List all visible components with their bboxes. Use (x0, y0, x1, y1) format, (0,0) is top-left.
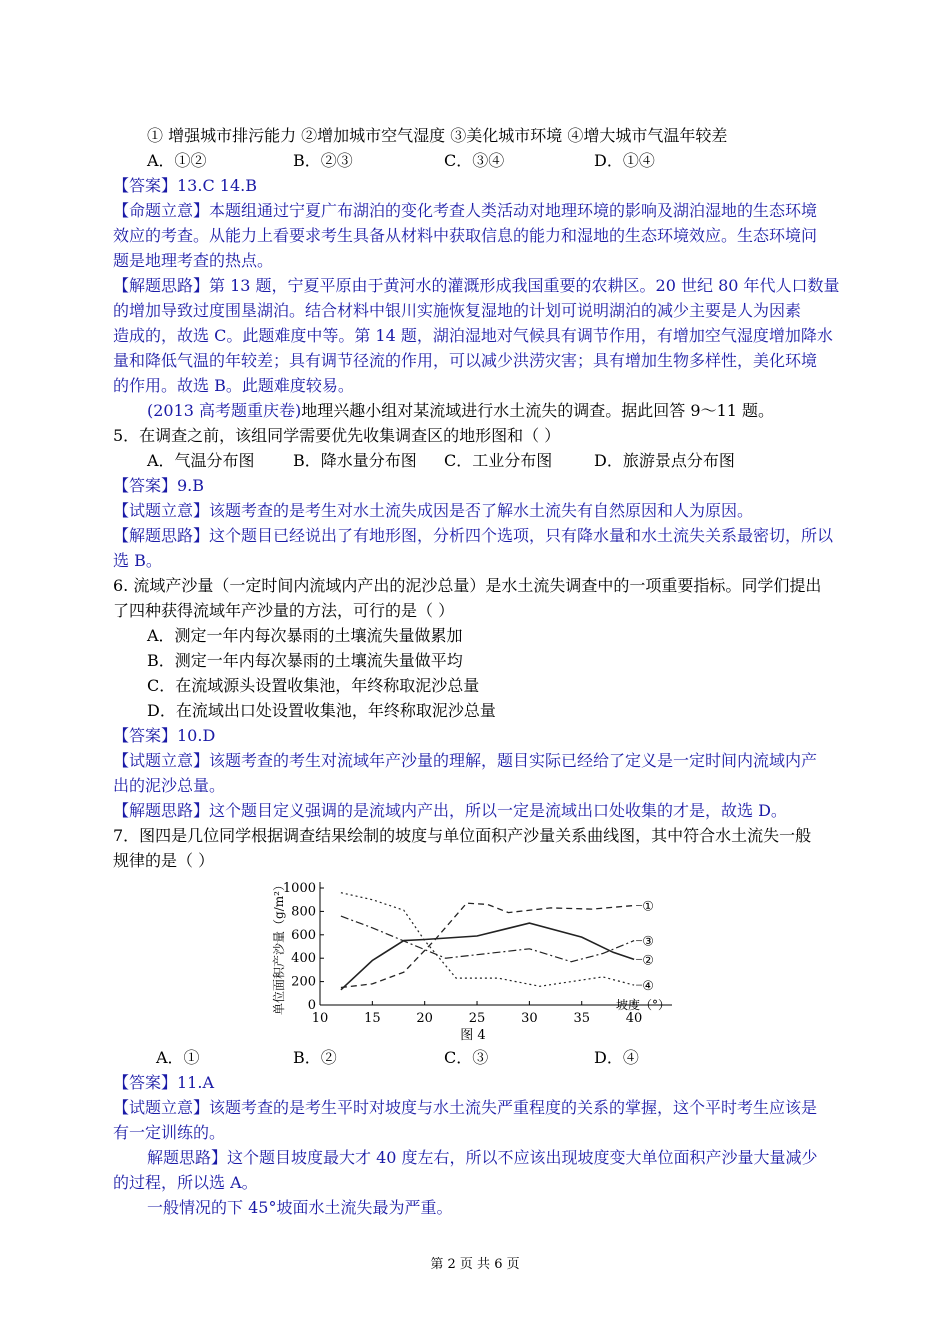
x-tick-label: 35 (573, 1011, 590, 1026)
x-tick-label: 15 (364, 1011, 381, 1026)
q5-option-b: B．降水量分布图 (293, 451, 417, 470)
q7-option-c: C．③ (444, 1048, 489, 1067)
lyi-10-line-1: 【试题立意】该题考查的考生对流域年产沙量的理解，题目实际已经给了定义是一定时间内流域内产 (113, 751, 818, 770)
y-tick-label: 1000 (282, 881, 316, 896)
answer-10: 【答案】10.D (113, 726, 216, 745)
q6-stem-line-1: 6. 流域产沙量（一定时间内流域内产出的泥沙总量）是水土流失调查中的一项重要指标。同学们提出 (113, 576, 822, 595)
mingti-line-3: 题是地理考查的热点。 (113, 251, 274, 270)
lyi-11-line-1: 【试题立意】该题考查的是考生平时对坡度与水土流失严重程度的关系的掌握，这个平时考生应该是 (113, 1098, 818, 1117)
jieti-13-14-line-2: 的增加导致过度围垦湖泊。结合材料中银川实施恢复湿地的计划可说明湖泊的减少主要是人为因素 (113, 301, 802, 320)
y-tick-label: 400 (291, 951, 316, 967)
q7-stem-line-1: 7．图四是几位同学根据调查结果绘制的坡度与单位面积产沙量关系曲线图，其中符合水土流失一般 (113, 826, 812, 845)
q6-option-d: D．在流域出口处设置收集池，年终称取泥沙总量 (147, 701, 496, 720)
q7-option-a: A．① (156, 1048, 200, 1067)
x-tick-label: 40 (625, 1011, 643, 1026)
series-label-2: ② (642, 953, 654, 969)
q6-option-a: A．测定一年内每次暴雨的土壤流失量做累加 (147, 626, 463, 645)
chart-axes (320, 882, 672, 1005)
jieti-11-line-1: 解题思路】这个题目坡度最大才 40 度左右，所以不应该出现坡度变大单位面积产沙量大量减少 (147, 1148, 818, 1167)
q6-option-b: B．测定一年内每次暴雨的土壤流失量做平均 (147, 651, 463, 670)
intro-line (147, 399, 774, 423)
q5-option-d: D．旅游景点分布图 (594, 451, 735, 470)
q14-option-c: C．③④ (444, 151, 505, 170)
y-tick-label: 200 (291, 974, 316, 990)
q14-option-d: D．①④ (594, 151, 655, 170)
jieti-10: 【解题思路】这个题目定义强调的是流域内产出，所以一定是流域出口处收集的才是，故选 D。 (113, 801, 787, 820)
lyi-11-line-2: 有一定训练的。 (113, 1123, 226, 1142)
q7-option-d: D．④ (594, 1048, 639, 1067)
series-label-1: ① (642, 899, 654, 915)
answer-13-14: 【答案】13.C 14.B (113, 176, 257, 195)
chart-title: 图 4 (460, 1028, 486, 1043)
intro-text: 地理兴趣小组对某流域进行水土流失的调查。据此回答 9～11 题。 (301, 401, 775, 420)
series-line-3 (341, 916, 634, 962)
q14-stem: ① 增强城市排污能力 ②增加城市空气湿度 ③美化城市环境 ④增大城市气温年较差 (147, 126, 728, 145)
q5-option-a: A．气温分布图 (147, 451, 255, 470)
lyi-10-line-2: 出的泥沙总量。 (113, 776, 226, 795)
jieti-13-14-line-4: 量和降低气温的年较差；具有调节径流的作用，可以减少洪涝灾害；具有增加生物多样性，美化环境 (113, 351, 818, 370)
jieti-9-line-2: 选 B。 (113, 551, 162, 570)
page-footer: 第 2 页 共 6 页 (430, 1257, 520, 1272)
y-tick-label: 0 (307, 998, 316, 1013)
q5-stem: 5．在调查之前，该组同学需要优先收集调查区的地形图和（ ） (113, 426, 561, 445)
q7-stem-line-2: 规律的是（ ） (113, 851, 215, 870)
answer-9: 【答案】9.B (113, 476, 205, 495)
x-tick-label: 30 (521, 1011, 538, 1026)
series-label-3: ③ (642, 934, 654, 950)
x-axis-label: 坡度（°） (616, 998, 671, 1012)
q5-option-c: C．工业分布图 (444, 451, 553, 470)
q14-option-b: B．②③ (293, 151, 353, 170)
answer-11: 【答案】11.A (113, 1073, 215, 1092)
q7-option-b: B．② (293, 1048, 337, 1067)
x-tick-label: 10 (311, 1011, 329, 1026)
chart-series (341, 893, 642, 990)
slope-sediment-chart (260, 872, 690, 1044)
jieti-13-14-line-1: 【解题思路】第 13 题，宁夏平原由于黄河水的灌溉形成我国重要的农耕区。20 世纪 80 年代人口数量 (113, 276, 840, 295)
y-tick-label: 800 (291, 904, 316, 920)
intro-source: (2013 高考题重庆卷) (147, 401, 302, 420)
q14-option-a: A．①② (147, 151, 207, 170)
q6-stem-line-2: 了四种获得流域年产沙量的方法，可行的是（ ） (113, 601, 455, 620)
mingti-line-2: 效应的考查。从能力上看要求考生具备从材料中获取信息的能力和湿地的生态环境效应。生态环境问 (113, 226, 818, 245)
y-axis-label: 单位面积产沙量（g/m²） (272, 879, 286, 1015)
jieti-13-14-line-3: 造成的，故选 C。此题难度中等。第 14 题，湖泊湿地对气候具有调节作用，有增加空气湿度增加降水 (113, 326, 833, 345)
jieti-9-line-1: 【解题思路】这个题目已经说出了有地形图，分析四个选项，只有降水量和水土流失关系最密切，所以 (113, 526, 834, 545)
q6-option-c: C．在流域源头设置收集池，年终称取泥沙总量 (147, 676, 480, 695)
x-tick-label: 25 (468, 1011, 486, 1026)
mingti-line-1: 【命题立意】本题组通过宁夏广布湖泊的变化考查人类活动对地理环境的影响及湖泊湿地的生态环境 (113, 201, 818, 220)
jieti-11-line-2: 的过程，所以选 A。 (113, 1173, 258, 1192)
series-label-4: ④ (642, 979, 654, 995)
lyi-9: 【试题立意】该题考查的是考生对水土流失成因是否了解水土流失有自然原因和人为原因。 (113, 501, 754, 520)
note-line: 一般情况的下 45°坡面水土流失最为严重。 (147, 1198, 453, 1217)
series-line-4 (341, 893, 634, 987)
y-tick-label: 600 (291, 927, 316, 943)
jieti-13-14-line-5: 的作用。故选 B。此题难度较易。 (113, 376, 354, 395)
x-tick-label: 20 (416, 1011, 433, 1026)
series-line-1 (341, 903, 634, 987)
